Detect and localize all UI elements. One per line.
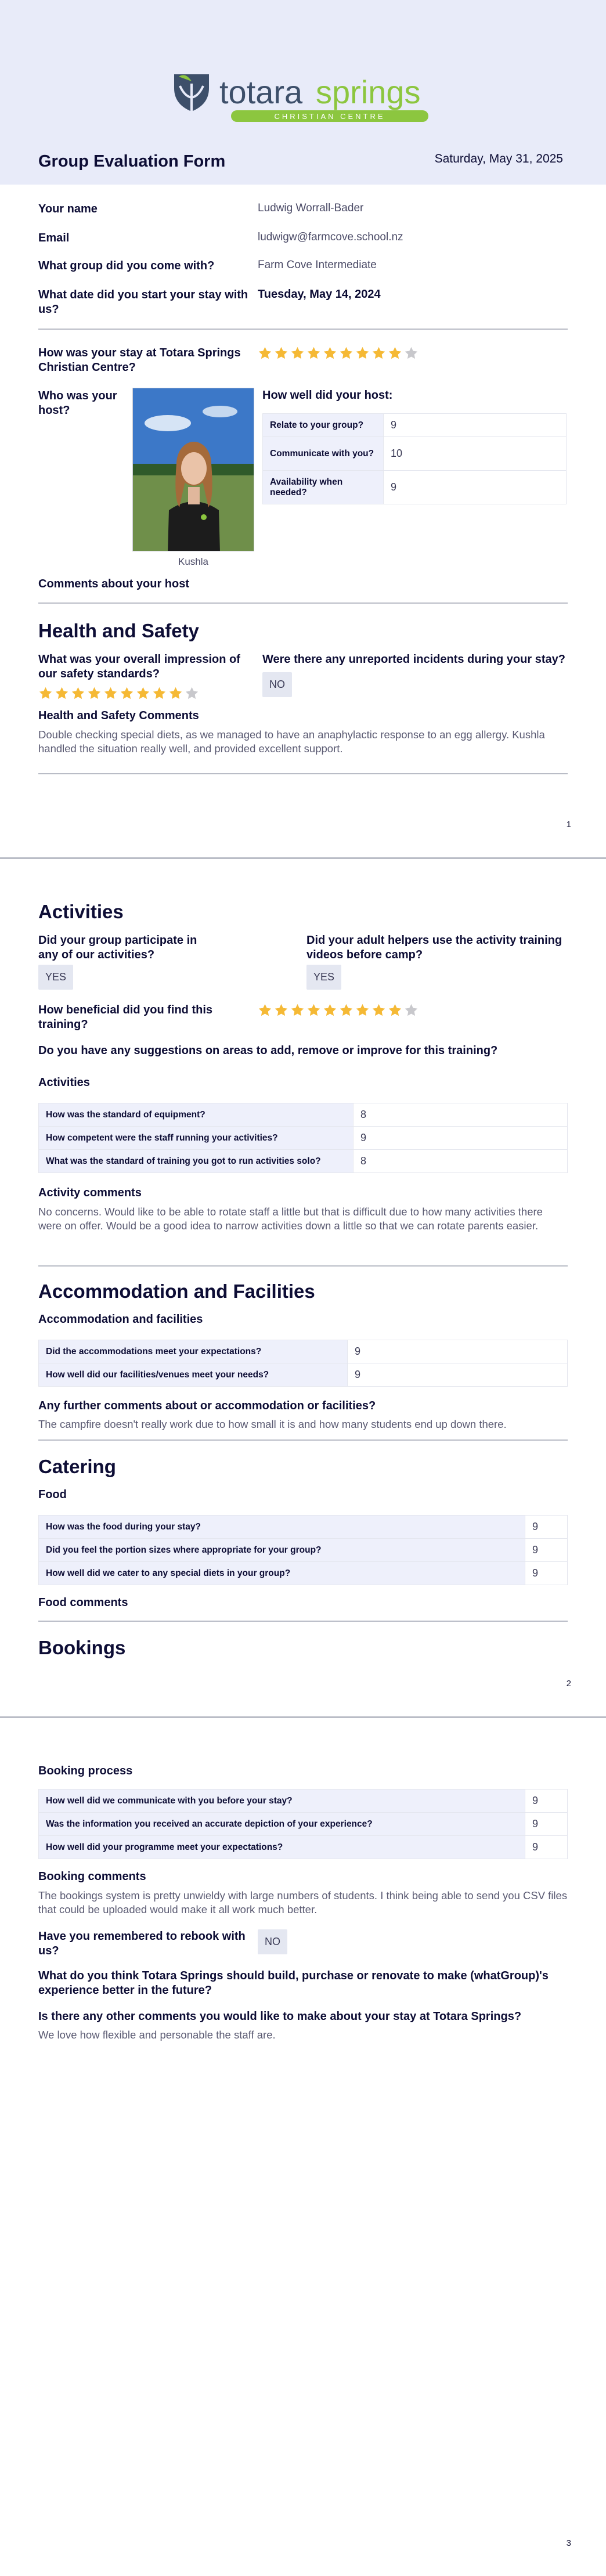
star-empty-icon xyxy=(185,686,199,701)
email-label: Email xyxy=(38,232,70,244)
beneficial-question: How beneficial did you find this training? xyxy=(38,1004,213,1031)
page-1 xyxy=(0,0,606,857)
totara-springs-logo xyxy=(171,68,438,127)
rating-value: 9 xyxy=(525,1836,568,1859)
name-value: Ludwig Worrall-Bader xyxy=(258,202,364,214)
rating-label: How well did our facilities/venues meet your needs? xyxy=(39,1363,348,1387)
page-number: 1 xyxy=(566,820,571,829)
training-question: Did your adult helpers use the activity training videos before camp? xyxy=(306,934,562,961)
star-filled-icon xyxy=(71,686,85,701)
rating-label: What was the standard of training you got to run activities solo? xyxy=(39,1150,354,1173)
table-row xyxy=(39,1836,568,1859)
booking-comments: The bookings system is pretty unwieldy with large numbers of students. I think being able to send you CSV files that could be uploaded would make it all work much better. xyxy=(38,1889,568,1916)
star-filled-icon xyxy=(87,686,102,701)
star-filled-icon xyxy=(103,686,118,701)
activities-rating-table xyxy=(38,1103,568,1173)
page-2 xyxy=(0,859,606,1716)
accommodation-rating-table xyxy=(38,1340,568,1387)
page-3 xyxy=(0,1718,606,2576)
table-row xyxy=(39,1516,568,1539)
booking-comments-label: Booking comments xyxy=(38,1870,146,1883)
host-name: Kushla xyxy=(178,556,208,567)
table-row xyxy=(263,471,567,504)
activities-subheading: Activities xyxy=(38,1076,90,1089)
star-filled-icon xyxy=(274,346,288,360)
catering-rating-table xyxy=(38,1515,568,1585)
star-filled-icon xyxy=(290,346,305,360)
star-filled-icon xyxy=(339,1003,354,1018)
star-filled-icon xyxy=(168,686,183,701)
accommodation-subheading: Accommodation and facilities xyxy=(38,1313,203,1326)
star-filled-icon xyxy=(323,1003,337,1018)
rating-value: 9 xyxy=(525,1562,568,1585)
star-filled-icon xyxy=(339,346,354,360)
email-value: ludwigw@farmcove.school.nz xyxy=(258,231,403,243)
star-filled-icon xyxy=(258,346,272,360)
star-filled-icon xyxy=(323,346,337,360)
logo-tagline: CHRISTIAN CENTRE xyxy=(274,112,385,121)
star-empty-icon xyxy=(404,1003,419,1018)
divider xyxy=(38,602,568,604)
divider xyxy=(38,329,568,330)
star-empty-icon xyxy=(404,346,419,360)
star-filled-icon xyxy=(290,1003,305,1018)
star-filled-icon xyxy=(306,1003,321,1018)
rating-value: 9 xyxy=(348,1340,568,1363)
star-filled-icon xyxy=(355,346,370,360)
activities-heading: Activities xyxy=(38,901,124,922)
divider xyxy=(38,1439,568,1441)
rating-value: 9 xyxy=(354,1127,568,1150)
rating-label: How well did we communicate with you before your stay? xyxy=(39,1790,525,1813)
table-row xyxy=(39,1539,568,1562)
rating-label: How was the food during your stay? xyxy=(39,1516,525,1539)
table-row xyxy=(39,1363,568,1387)
form-date: Saturday, May 31, 2025 xyxy=(434,152,563,165)
table-row xyxy=(263,437,567,471)
star-filled-icon xyxy=(38,686,53,701)
rating-label: Relate to your group? xyxy=(263,414,384,437)
rating-label: Communicate with you? xyxy=(263,437,384,471)
activity-comments-label: Activity comments xyxy=(38,1186,142,1199)
star-filled-icon xyxy=(371,346,386,360)
incidents-question: Were there any unreported incidents during your stay? xyxy=(262,653,565,666)
logo-word-totara: totara xyxy=(219,74,303,110)
participate-question: Did your group participate in any of our activities? xyxy=(38,934,197,961)
star-filled-icon xyxy=(355,1003,370,1018)
table-row xyxy=(39,1790,568,1813)
rebook-answer: NO xyxy=(258,1929,287,1954)
rating-label: How well did we cater to any special diets in your group? xyxy=(39,1562,525,1585)
star-filled-icon xyxy=(136,686,150,701)
host-rating-title: How well did your host: xyxy=(262,389,393,402)
star-filled-icon xyxy=(152,686,167,701)
rating-label: How competent were the staff running your activities? xyxy=(39,1127,354,1150)
safety-question: What was your overall impression of our safety standards? xyxy=(38,653,240,680)
host-rating-table xyxy=(262,413,567,504)
form-title: Group Evaluation Form xyxy=(38,152,226,171)
booking-process-subheading: Booking process xyxy=(38,1765,133,1777)
stay-rating-stars xyxy=(258,346,419,360)
rating-value: 9 xyxy=(348,1363,568,1387)
host-photo xyxy=(132,388,254,551)
star-filled-icon xyxy=(274,1003,288,1018)
page-number: 2 xyxy=(566,1679,571,1689)
rating-label: Did you feel the portion sizes where appropriate for your group? xyxy=(39,1539,525,1562)
accommodation-heading: Accommodation and Facilities xyxy=(38,1280,315,1302)
rating-value: 8 xyxy=(354,1103,568,1127)
star-filled-icon xyxy=(120,686,134,701)
divider xyxy=(38,1621,568,1622)
table-row xyxy=(39,1103,568,1127)
beneficial-rating-stars xyxy=(258,1003,419,1018)
host-question: Who was your host? xyxy=(38,389,117,417)
star-filled-icon xyxy=(258,1003,272,1018)
stay-question: How was your stay at Totara Springs Christian Centre? xyxy=(38,347,241,374)
rating-label: How was the standard of equipment? xyxy=(39,1103,354,1127)
group-label: What group did you come with? xyxy=(38,259,215,272)
table-row xyxy=(39,1127,568,1150)
header-band xyxy=(0,0,606,185)
accommodation-comments-question: Any further comments about or accommodation or facilities? xyxy=(38,1399,376,1412)
name-label: Your name xyxy=(38,203,98,215)
rating-value: 9 xyxy=(384,414,567,437)
participate-answer: YES xyxy=(38,965,73,990)
table-row xyxy=(39,1340,568,1363)
page-number: 3 xyxy=(566,2538,571,2548)
training-answer: YES xyxy=(306,965,341,990)
bookings-heading: Bookings xyxy=(38,1637,126,1658)
rating-value: 9 xyxy=(525,1813,568,1836)
build-question: What do you think Totara Springs should build, purchase or renovate to make (whatGroup)'s experience better in the future? xyxy=(38,1969,549,1997)
table-row xyxy=(263,414,567,437)
health-comments: Double checking special diets, as we managed to have an anaphylactic response to an egg allergy. Kushla handled the situation really well, and provided excellent support. xyxy=(38,728,545,755)
rating-value: 8 xyxy=(354,1150,568,1173)
catering-subheading: Food xyxy=(38,1488,67,1501)
booking-rating-table xyxy=(38,1789,568,1859)
start-date-value: Tuesday, May 14, 2024 xyxy=(258,288,381,301)
star-filled-icon xyxy=(388,346,402,360)
rating-label: Did the accommodations meet your expectations? xyxy=(39,1340,348,1363)
table-row xyxy=(39,1150,568,1173)
health-heading: Health and Safety xyxy=(38,620,199,641)
food-comments-label: Food comments xyxy=(38,1596,128,1609)
start-date-label: What date did you start your stay with us? xyxy=(38,288,248,316)
star-filled-icon xyxy=(371,1003,386,1018)
rating-label: Was the information you received an accurate depiction of your experience? xyxy=(39,1813,525,1836)
table-row xyxy=(39,1813,568,1836)
accommodation-comments: The campfire doesn't really work due to how small it is and how many students end up down there. xyxy=(38,1418,507,1430)
logo-word-springs: springs xyxy=(316,74,421,110)
suggestions-question: Do you have any suggestions on areas to add, remove or improve for this training? xyxy=(38,1044,498,1057)
divider xyxy=(38,773,568,774)
star-filled-icon xyxy=(55,686,69,701)
host-comments-label: Comments about your host xyxy=(38,578,190,590)
activity-comments: No concerns. Would like to be able to rotate staff a little but that is difficult due to how many activities there were on offer. Would be a good idea to narrow activities down a little so that we can rotate parents easier. xyxy=(38,1206,543,1232)
rating-label: How well did your programme meet your expectations? xyxy=(39,1836,525,1859)
rating-value: 9 xyxy=(525,1539,568,1562)
catering-heading: Catering xyxy=(38,1456,116,1477)
health-comments-label: Health and Safety Comments xyxy=(38,709,199,722)
rating-label: Availability when needed? xyxy=(263,471,384,504)
star-filled-icon xyxy=(388,1003,402,1018)
safety-rating-stars xyxy=(38,686,199,701)
incidents-answer: NO xyxy=(262,672,292,697)
rating-value: 9 xyxy=(384,471,567,504)
other-comments-question: Is there any other comments you would like to make about your stay at Totara Springs? xyxy=(38,2010,522,2023)
rating-value: 10 xyxy=(384,437,567,471)
rating-value: 9 xyxy=(525,1790,568,1813)
star-filled-icon xyxy=(306,346,321,360)
group-value: Farm Cove Intermediate xyxy=(258,259,377,271)
divider xyxy=(38,1265,568,1267)
table-row xyxy=(39,1562,568,1585)
other-comments-answer: We love how flexible and personable the staff are. xyxy=(38,2029,276,2041)
rating-value: 9 xyxy=(525,1516,568,1539)
rebook-question: Have you remembered to rebook with us? xyxy=(38,1930,246,1957)
